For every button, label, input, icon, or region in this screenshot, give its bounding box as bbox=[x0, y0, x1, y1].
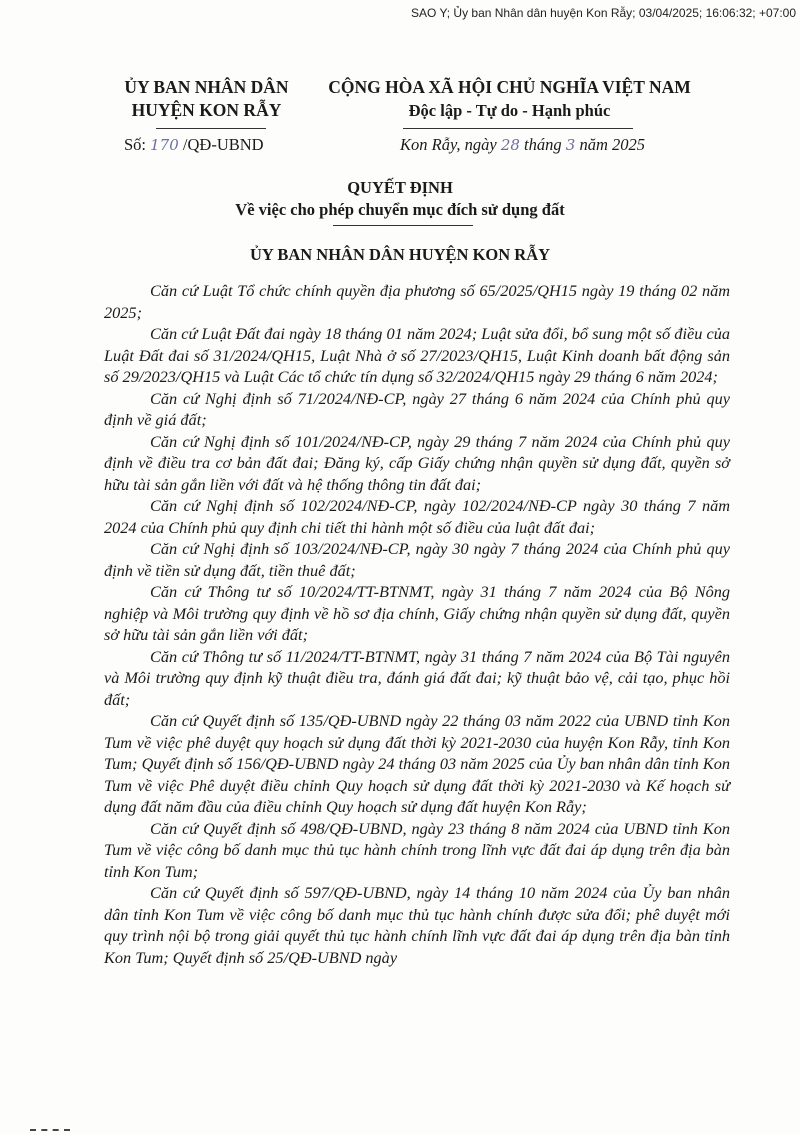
handwritten-month: 3 bbox=[565, 136, 576, 154]
digital-signature-stamp: SAO Y; Ủy ban Nhân dân huyện Kon Rẫy; 03/04/2025; 16:06:32; +07:00 bbox=[411, 6, 796, 20]
issuing-organization bbox=[114, 76, 299, 122]
paragraph: Căn cứ Nghị định số 103/2024/NĐ-CP, ngày 30 ngày 7 tháng 2024 của Chính phủ quy định về tiền sử dụng đất, tiền thuê đất; bbox=[104, 539, 730, 580]
date-year: năm 2025 bbox=[575, 135, 645, 154]
paragraph: Căn cứ Quyết định số 498/QĐ-UBND, ngày 23 tháng 8 năm 2024 của UBND tỉnh Kon Tum về việc công bố danh mục thủ tục hành chính trong lĩnh vực đất đai áp dụng trên địa bàn tỉnh Kon Tum; bbox=[104, 818, 730, 881]
handwritten-day: 28 bbox=[500, 136, 520, 154]
paragraph: Căn cứ Nghị định số 102/2024/NĐ-CP, ngày 102/2024/NĐ-CP ngày 30 tháng 7 năm 2024 của Chính phủ quy định chi tiết thi hành một số điều của luật đất đai; bbox=[104, 496, 730, 537]
motto-divider bbox=[403, 128, 633, 129]
nation-line-1: CỘNG HÒA XÃ HỘI CHỦ NGHĨA VIỆT NAM bbox=[328, 77, 691, 97]
org-line-1: ỦY BAN NHÂN DÂN bbox=[124, 77, 289, 97]
paragraph: Căn cứ Quyết định số 597/QĐ-UBND, ngày 14 tháng 10 năm 2024 của Ủy ban nhân dân tỉnh Kon Tum về việc công bố danh mục thủ tục hành chính được sửa đổi; phê duyệt mới quy trình nội bộ trong giải quyết thủ tục hành chính lĩnh vực đất đai áp dụng trên địa bàn tỉnh Kon Tum; Quyết định số 25/QĐ-UBND ngày bbox=[104, 883, 730, 967]
subtitle-divider bbox=[333, 225, 473, 226]
doc-number-prefix: Số: bbox=[124, 135, 151, 154]
document-title: QUYẾT ĐỊNH bbox=[347, 178, 453, 197]
paragraph: Căn cứ Luật Tổ chức chính quyền địa phương số 65/2025/QH15 ngày 19 tháng 02 năm 2025; bbox=[104, 281, 730, 322]
paragraph: Căn cứ Nghị định số 71/2024/NĐ-CP, ngày 27 tháng 6 năm 2024 của Chính phủ quy định về giá đất; bbox=[104, 388, 730, 429]
paragraph: Căn cứ Luật Đất đai ngày 18 tháng 01 năm 2024; Luật sửa đổi, bổ sung một số điều của Luật Đất đai số 31/2024/QH15, Luật Nhà ở số 27/2023/QH15, Luật Kinh doanh bất động sản số 29/2023/QH15 và Luật Các tổ chức tín dụng số 32/2024/QH15 ngày 29 tháng 6 năm 2024; bbox=[104, 324, 730, 386]
paragraph: Căn cứ Thông tư số 10/2024/TT-BTNMT, ngày 31 tháng 7 năm 2024 của Bộ Nông nghiệp và Môi trường quy định về hồ sơ địa chính, Giấy chứng nhận quyền sử dụng đất, quyền sở hữu tài sản gắn liền với đất; bbox=[104, 582, 730, 644]
date-month-label: tháng bbox=[519, 135, 566, 154]
scan-edge-mark bbox=[30, 1129, 70, 1131]
issuing-authority: ỦY BAN NHÂN DÂN HUYỆN KON RẪY bbox=[249, 245, 551, 264]
document-subtitle: Về việc cho phép chuyển mục đích sử dụng đất bbox=[235, 200, 565, 219]
nation-motto: Độc lập - Tự do - Hạnh phúc bbox=[408, 101, 611, 120]
document-number bbox=[124, 135, 264, 155]
org-line-2: HUYỆN KON RẪY bbox=[131, 100, 282, 120]
org-divider bbox=[156, 128, 266, 129]
handwritten-number: 170 bbox=[150, 136, 179, 154]
paragraph: Căn cứ Thông tư số 11/2024/TT-BTNMT, ngày 31 tháng 7 năm 2024 của Bộ Tài nguyên và Môi trường quy định kỹ thuật điều tra, đánh giá đất đai; kỹ thuật bảo vệ, cải tạo, phục hồi đất; bbox=[104, 646, 730, 709]
doc-number-suffix: /QĐ-UBND bbox=[178, 135, 264, 154]
legal-basis bbox=[104, 280, 730, 968]
paragraph: Căn cứ Quyết định số 135/QĐ-UBND ngày 22 tháng 03 năm 2022 của UBND tỉnh Kon Tum về việc phê duyệt quy hoạch sử dụng đất thời kỳ 2021-2030 của huyện Kon Rẫy, tỉnh Kon Tum; Quyết định số 156/QĐ-UBND ngày 24 tháng 03 năm 2025 của Ủy ban nhân dân tỉnh Kon Tum về việc Phê duyệt điều chỉnh Quy hoạch sử dụng đất thời kỳ 2021-2030 và Kế hoạch sử dụng đất năm đầu của điều chỉnh Quy hoạch sử dụng đất huyện Kon Rẫy; bbox=[104, 711, 730, 816]
document-date bbox=[400, 135, 645, 155]
paragraph: Căn cứ Nghị định số 101/2024/NĐ-CP, ngày 29 tháng 7 năm 2024 của Chính phủ quy định về điều tra cơ bản đất đai; Đăng ký, cấp Giấy chứng nhận quyền sử dụng đất, quyền sở hữu tài sản gắn liền với đất và hệ thống thông tin đất đai; bbox=[104, 431, 730, 494]
date-place: Kon Rẫy, ngày bbox=[400, 135, 501, 154]
national-title bbox=[312, 76, 707, 122]
